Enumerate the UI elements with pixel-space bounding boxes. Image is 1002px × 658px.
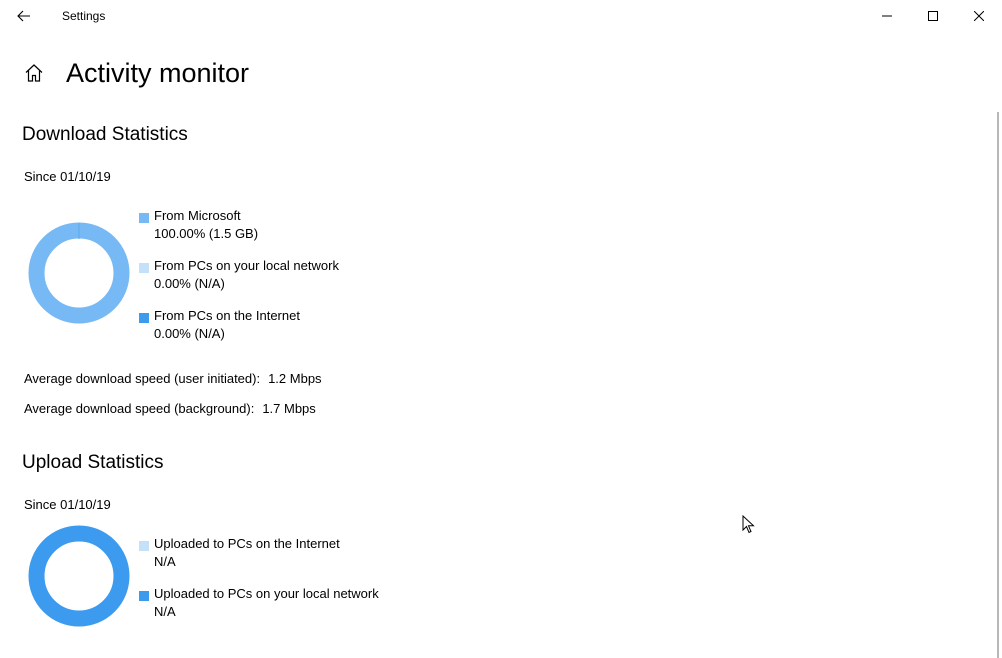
- speed-value: 1.2 Mbps: [268, 371, 322, 386]
- home-icon: [24, 63, 44, 83]
- legend-swatch-uploaded-internet: [139, 541, 149, 551]
- speed-value: 1.7 Mbps: [262, 401, 316, 416]
- speed-label: Average download speed (user initiated):: [24, 371, 261, 386]
- page-title: Activity monitor: [66, 58, 250, 88]
- back-arrow-icon: [17, 10, 31, 22]
- legend-swatch-microsoft: [139, 213, 149, 223]
- back-button[interactable]: [8, 0, 40, 32]
- upload-donut-chart: [26, 523, 132, 629]
- maximize-button[interactable]: [910, 0, 956, 32]
- mouse-cursor-icon: [742, 515, 756, 535]
- avg-download-speed-background: [24, 400, 316, 418]
- speed-label: Average download speed (background):: [24, 401, 255, 416]
- legend-label: From Microsoft: [154, 208, 241, 223]
- legend-value: 0.00% (N/A): [154, 276, 225, 291]
- close-button[interactable]: [956, 0, 1002, 32]
- legend-label: Uploaded to PCs on your local network: [154, 586, 379, 601]
- avg-download-speed-user: [24, 370, 322, 388]
- download-donut-chart: [26, 220, 132, 326]
- minimize-button[interactable]: [864, 0, 910, 32]
- legend-swatch-uploaded-local-network: [139, 591, 149, 601]
- window-title: Settings: [62, 9, 106, 23]
- minimize-icon: [882, 11, 892, 21]
- legend-value: 0.00% (N/A): [154, 326, 225, 341]
- legend-value: 100.00% (1.5 GB): [154, 226, 259, 241]
- legend-value: N/A: [154, 554, 176, 569]
- download-ring-microsoft: [37, 231, 122, 316]
- maximize-icon: [928, 11, 938, 21]
- legend-label: From PCs on your local network: [154, 258, 339, 273]
- legend-value: N/A: [154, 604, 176, 619]
- title-bar: [0, 0, 1002, 32]
- legend-swatch-local-network: [139, 263, 149, 273]
- upload-since-date: Since 01/10/19: [24, 497, 111, 512]
- download-statistics-heading: Download Statistics: [22, 124, 188, 145]
- close-icon: [974, 11, 984, 21]
- home-button[interactable]: [20, 58, 48, 88]
- download-since-date: Since 01/10/19: [24, 169, 111, 184]
- legend-label: From PCs on the Internet: [154, 308, 300, 323]
- upload-ring: [37, 534, 122, 619]
- scrollbar[interactable]: [997, 112, 999, 658]
- legend-swatch-internet: [139, 313, 149, 323]
- legend-label: Uploaded to PCs on the Internet: [154, 536, 340, 551]
- upload-statistics-heading: Upload Statistics: [22, 452, 164, 473]
